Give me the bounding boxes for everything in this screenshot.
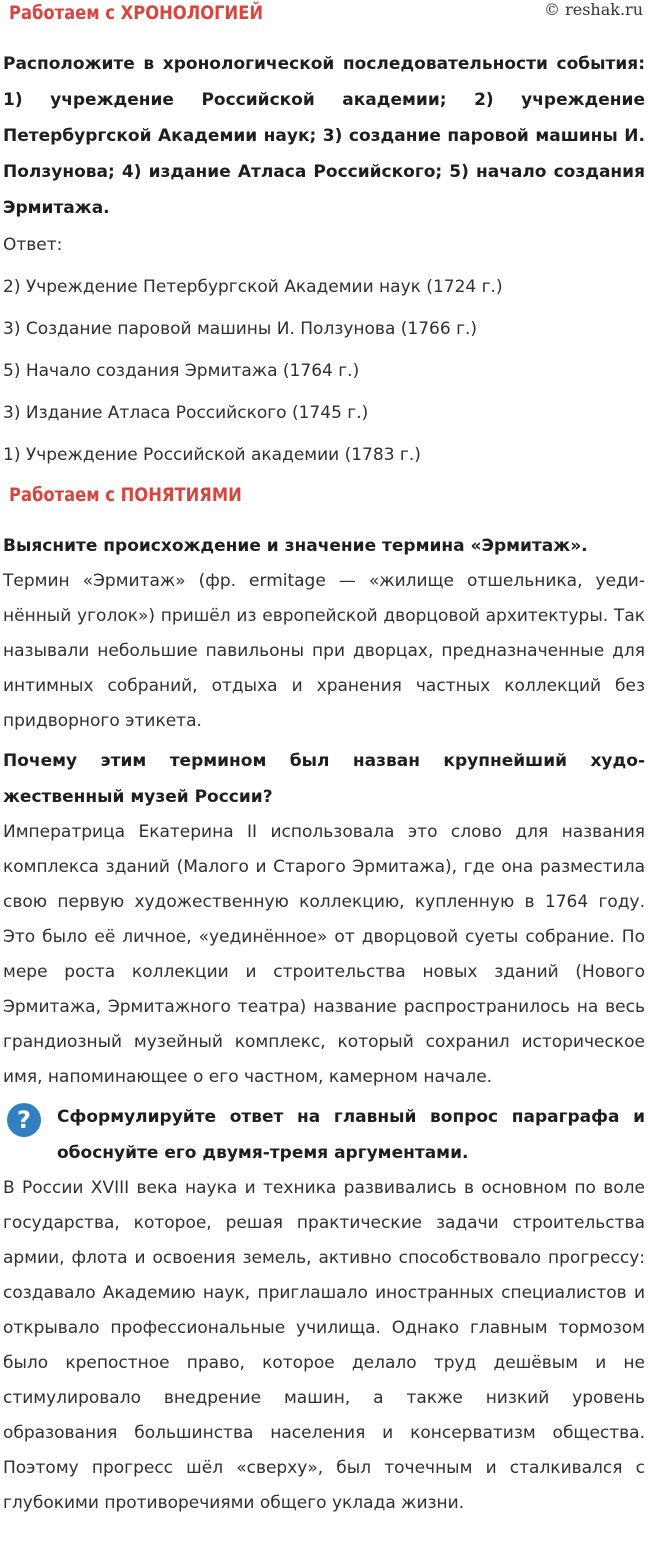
top-bar [3, 0, 645, 36]
list-item: 2) Учреждение Петербургской Академии наук (1724 г.) [3, 277, 503, 297]
concepts-header [3, 484, 645, 524]
chronology-question: Расположите в хронологической последовательности события: 1) учреждение Российской академии; 2) учреждение Петербургской Академии наук; 3) создание паровой машины И. Ползунова; 4) издание Атласа Российского; 5) начало создания Эрмитажа. [3, 54, 645, 218]
main-question: Сформулируйте ответ на главный вопрос параграфа и обоснуйте его двумя-тремя аргументами. [57, 1107, 645, 1163]
list-item: 1) Учреждение Российской академии (1783 г.) [3, 445, 421, 465]
section-title-chronology: Работаем с ХРОНОЛОГИЕЙ [9, 2, 264, 24]
answers-list [3, 266, 645, 476]
answer-label: Ответ: [3, 235, 63, 255]
list-item: 3) Издание Атласа Российского (1745 г.) [3, 403, 369, 423]
copyright-label: © reshak.ru [544, 0, 643, 19]
concept-answer-2: Императрица Екатерина II использовала это слово для названия комплекса зданий (Малого и Старого Эрмитажа), где она разместила свою первую художественную коллекцию, купленную в 1764 году. Это было её личное, «уединённое» от дворцовой суеты собрание. По мере роста коллекции и строительства новых зданий (Нового Эрмитажа, Эрмитажного театра) название распространилось на весь грандиозный музейный комплекс, который сохранил историческое имя, напоминающее о его частном, камерном начале. [3, 822, 645, 1087]
concept-question-1: Выясните происхождение и значение термина «Эрмитаж». [3, 536, 588, 556]
answers-list-wrap [3, 266, 645, 476]
section-title-concepts: Работаем с ПОНЯТИЯМИ [9, 484, 242, 506]
question-icon: ? [7, 1103, 41, 1137]
list-item: 5) Начало создания Эрмитажа (1764 г.) [3, 361, 360, 381]
concept-answer-1: Термин «Эрмитаж» (фр. ermitage — «жилище отшельника, уединённый уголок») пришёл из европейской дворцовой архитектуры. Так называли небольшие павильоны при дворцах, предназначенные для интимных собраний, отдыха и хранения частных коллекций без придворного этикета. [3, 571, 645, 731]
concept-question-2: Почему этим термином был назван крупнейший художественный музей России? [3, 751, 645, 807]
list-item: 3) Создание паровой машины И. Ползунова (1766 г.) [3, 319, 478, 339]
main-answer: В России XVIII века наука и техника развивались в основном по воле государства, которое, решая практические задачи строительства армии, флота и освоения земель, активно способствовало прогрессу: создавало Академию наук, приглашало иностранных специалистов и открывало профессиональные училища. Однако главным тормозом было крепостное право, которое делало труд дешёвым и не стимулировало внедрение машин, а также низкий уровень образования большинства населения и консерватизм общества. Поэтому прогресс шёл «сверху», был точечным и сталкивался с глубокими противоречиями общего уклада жизни. [3, 1178, 645, 1513]
main-question-block [3, 1099, 645, 1171]
